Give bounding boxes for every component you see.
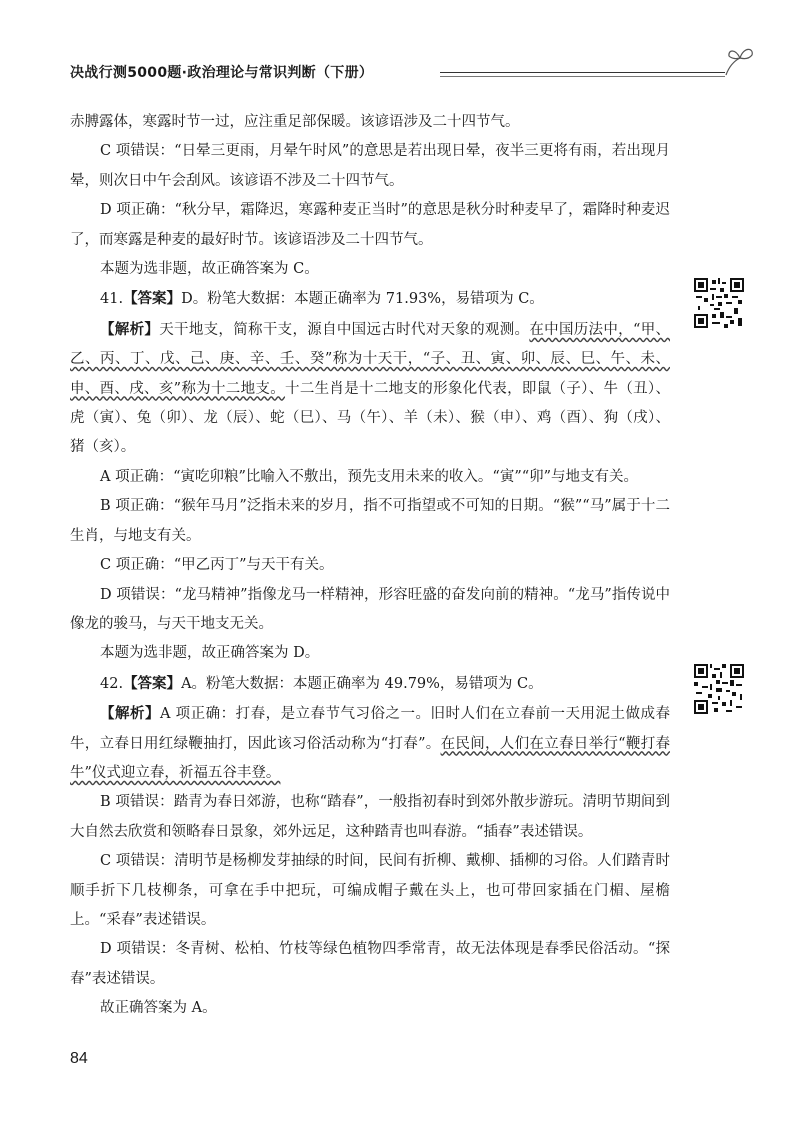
answer-label: 【答案】 [123,290,182,308]
answer-text: A。粉笔大数据：本题正确率为 49.79%，易错项为 C。 [181,675,543,692]
sprout-icon [720,42,760,78]
paragraph: D 项错误：冬青树、松柏、竹枝等绿色植物四季常青，故无法体现是春季民俗活动。“探春”表述错误。 [70,941,670,987]
analysis-text-highlight: 在中国历法中，“甲、乙、丙、丁、戊、己、庚、辛、壬、癸”称为十天干，“子、丑、寅、卯、辰、巳、午、未、申、酉、戌、亥”称为十二地支。 [70,321,670,397]
question-41-answer [70,284,670,314]
question-41-analysis [70,315,670,463]
analysis-text: A 项正确：打春，是立春节气习俗之一。旧时人们在立春前一天用泥土做成春牛，立春日用红绿鞭抽打，因此该习俗活动称为“打春”。 [70,706,671,752]
analysis-text-highlight: 在民间，人们在立春日举行“鞭打春牛”仪式迎立春，祈福五谷丰登。 [70,735,670,781]
question-42-analysis [70,699,670,788]
paragraph: C 项正确：“甲乙丙丁”与天干有关。 [100,557,334,574]
question-42-answer [70,669,670,699]
paragraph: 故正确答案为 A。 [100,1000,217,1017]
analysis-label: 【解析】 [100,705,160,723]
analysis-label: 【解析】 [100,320,160,338]
analysis-text: 十二生肖是十二地支的形象化代表，即鼠（子）、牛（丑）、虎（寅）、兔（卯）、龙（辰）、蛇（巳）、马（午）、羊（未）、猴（申）、鸡（酉）、狗（戌）、猪（亥）。 [70,380,670,456]
header-title: 决战行测5000题·政治理论与常识判断（下册） [70,65,374,81]
header-rule-secondary [440,76,725,77]
question-number: 41. [100,291,124,308]
question-number: 42. [100,675,124,692]
qr-code-icon[interactable] [694,278,744,328]
page-number: 84 [70,1050,88,1067]
main-content [70,108,670,1024]
qr-code-icon[interactable] [694,664,744,714]
paragraph: C 项错误：清明节是杨柳发芽抽绿的时间，民间有折柳、戴柳、插柳的习俗。人们踏青时顺手折下几枝柳条，可拿在手中把玩，可编成帽子戴在头上，也可带回家插在门楣、屋檐上。“采春”表述错误。 [70,853,670,928]
paragraph: 本题为选非题，故正确答案为 D。 [100,645,320,662]
answer-label: 【答案】 [123,674,182,692]
paragraph: B 项正确：“猴年马月”泛指未来的岁月，指不可指望或不可知的日期。“猴”“马”属于十二生肖，与地支有关。 [70,498,670,544]
paragraph: 赤膊露体，寒露时节一过，应注重足部保暖。该谚语涉及二十四节气。 [70,114,520,130]
header-rule [440,72,725,73]
paragraph: B 项错误：踏青为春日郊游，也称“踏春”，一般指初春时到郊外散步游玩。清明节期间到大自然去欣赏和领略春日景象，郊外远足，这种踏青也叫春游。“插春”表述错误。 [70,794,670,840]
paragraph: 本题为选非题，故正确答案为 C。 [100,261,319,278]
paragraph: C 项错误：“日晕三更雨，月晕午时风”的意思是若出现日晕，夜半三更将有雨，若出现月晕，则次日中午会刮风。该谚语不涉及二十四节气。 [70,143,670,189]
paragraph: D 项错误：“龙马精神”指像龙马一样精神，形容旺盛的奋发向前的精神。“龙马”指传说中像龙的骏马，与天干地支无关。 [70,586,670,632]
page-header [70,62,742,90]
answer-text: D。粉笔大数据：本题正确率为 71.93%，易错项为 C。 [181,291,544,308]
paragraph: D 项正确：“秋分早，霜降迟，寒露种麦正当时”的意思是秋分时种麦早了，霜降时种麦迟了，而寒露是种麦的最好时节。该谚语涉及二十四节气。 [70,202,670,248]
analysis-text: 天干地支，简称干支，源自中国远古时代对天象的观测。 [159,321,530,338]
paragraph: A 项正确：“寅吃卯粮”比喻入不敷出，预先支用未来的收入。“寅”“卯”与地支有关。 [100,468,639,485]
